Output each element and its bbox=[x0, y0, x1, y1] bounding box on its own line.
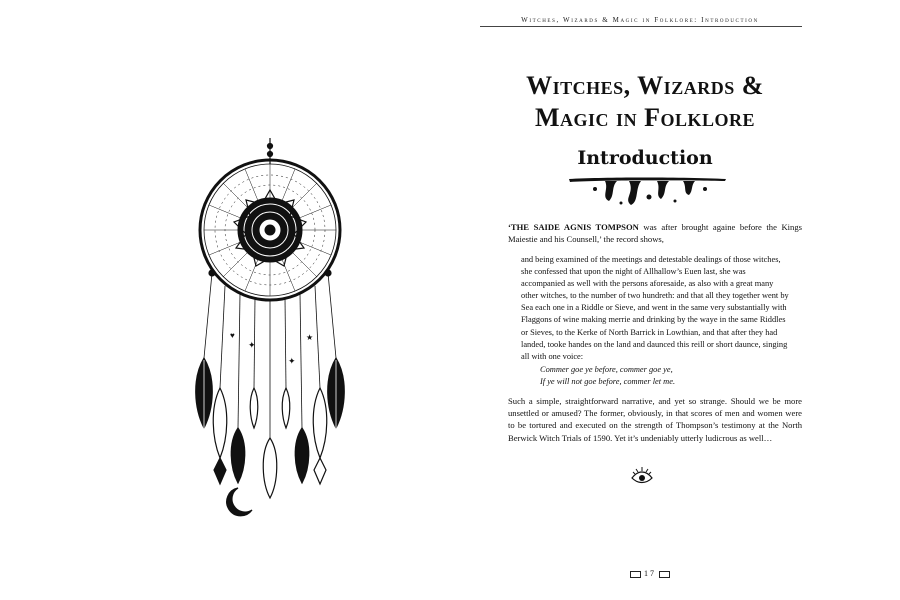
eye-ornament bbox=[630, 466, 654, 486]
intro-rest: was after brought againe before the Kings Maiestie and his Counsell,’ the record shows, bbox=[508, 222, 802, 245]
svg-text:✦: ✦ bbox=[288, 356, 296, 366]
verse-line-2: If ye will not goe before, commer let me. bbox=[540, 377, 676, 387]
svg-text:✦: ✦ bbox=[248, 340, 256, 350]
dreamcatcher-illustration bbox=[170, 138, 370, 518]
folio-ornament-left bbox=[630, 571, 641, 578]
page-number-text: 17 bbox=[644, 569, 656, 578]
intro-lead: ‘THE SAIDE AGNIS TOMPSON bbox=[508, 222, 639, 232]
title-line-2: Magic in Folklore bbox=[535, 103, 755, 132]
section-heading: Introduction bbox=[577, 147, 713, 169]
verse bbox=[540, 364, 675, 389]
verse-line-1: Commer goe ye before, commer goe ye, bbox=[540, 365, 673, 374]
chapter-title bbox=[495, 70, 795, 134]
intro-paragraph bbox=[508, 221, 802, 246]
running-head-rule bbox=[480, 26, 802, 27]
body-paragraph: Such a simple, straightforward narrative, and yet so strange. Should we be more unsettled or amused? The former, obviously, in that scores of men and women were to be tortured and executed on the strength of Thompson’s testimony at the North Berwick Witch Trials of 1590. Yet it’s undeniably utterly ludicrous as well… bbox=[508, 396, 802, 443]
page-number bbox=[620, 569, 680, 578]
svg-text:★: ★ bbox=[306, 333, 314, 342]
title-line-1: Witches, Wizards & bbox=[526, 71, 764, 100]
running-head: Witches, Wizards & Magic in Folklore: Introduction bbox=[521, 16, 759, 24]
ink-splash-flourish bbox=[565, 171, 730, 207]
svg-text:♥: ♥ bbox=[230, 331, 235, 340]
folio-ornament-right bbox=[659, 571, 670, 578]
block-quote: and being examined of the meetings and detestable dealings of those witches, she confessed that upon the night of Allhallow’s Euen last, she was accompanied as well with the persons aforesaide, as also with a great many other witches, to the number of two hundreth: and that all they together went by Sea each one in a Riddle or Sieve, and went in the same very substantially with Flaggons of wine making merrie and drinking by the waye in the same Riddles or Sieves, to the Kerke of North Barrick in Lowthian, and that after they had landed, tooke handes on the land and daunced this reill or short daunce, singing all with one voice: bbox=[521, 255, 789, 361]
